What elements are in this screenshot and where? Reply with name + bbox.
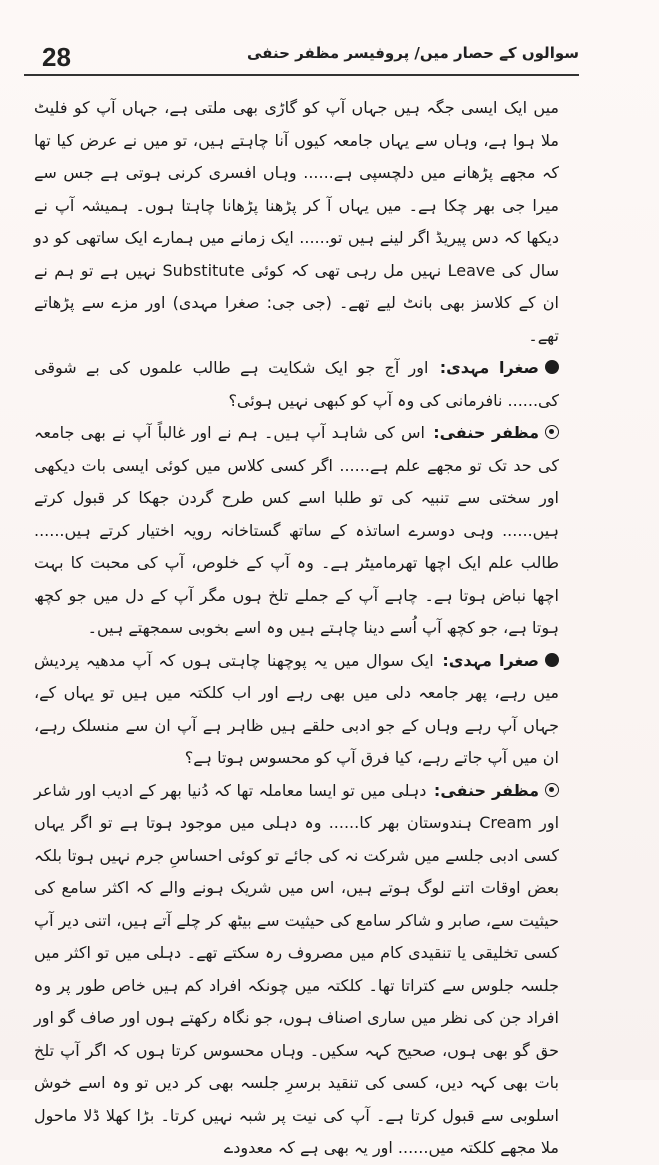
- speaker-name: صغرا مہدی:: [442, 650, 539, 670]
- question-marker-icon: [545, 653, 559, 667]
- answer-marker-icon: [545, 425, 559, 439]
- page-header: [24, 44, 579, 76]
- page-body: [34, 92, 559, 1165]
- paragraph-text: میں ایک ایسی جگہ ہیں جہاں آپ کو گاڑی بھی ملتی ہے، جہاں آپ کو فلیٹ ملا ہوا ہے، وہاں سے یہاں جامعہ کیوں آنا چاہتے ہیں، تو میں نے عرض کیا تھا کہ مجھے پڑھانے میں دلچسپی ہے...... وہاں افسری کرنی ہوتی ہے جس سے میرا جی بھر چکا ہے۔ میں یہاں آ کر پڑھنا پڑھانا چاہتا ہوں۔ ہمیشہ آپ نے دیکھا کہ دس پیریڈ اگر لینے ہیں تو...... ایک زمانے میں ہمارے ایک ساتھی کو دو سال کی Leave نہیں مل رہی تھی کہ کوئی Substitute نہیں ہے تو ہم نے ان کے کلاسز بھی بانٹ لیے تھے۔ (جی جی: صغرا مہدی) اور مزے سے پڑھاتے تھے۔: [34, 98, 559, 345]
- running-title: سوالوں کے حصار میں/ پروفیسر مظفر حنفی: [247, 44, 579, 62]
- paragraph-text: دہلی میں تو ایسا معاملہ تھا کہ دُنیا بھر کے ادیب اور شاعر اور Cream ہندوستان بھر کا...... وہ دہلی میں موجود ہوتا ہے تو اگر یہاں کسی ادبی جلسے میں شرکت نہ کی جائے تو کوئی احساسِ جرم نہیں ہوتا بلکہ بعض اوقات اتنے لوگ ہوتے ہیں، اس میں شریک ہونے والے کہ اکثر سامع کی حیثیت سے، صابر و شاکر سامع کی حیثیت سے بیٹھ کر چلے آتے ہیں، اتنی دیر آپ کسی تخلیقی یا تنقیدی کام میں مصروف رہ سکتے تھے۔ دہلی میں تو اکثر میں جلسہ جلوس سے کتراتا تھا۔ کلکتہ میں چونکہ افراد کم ہیں خاص طور پر وہ افراد جن کی نظر میں ساری اصناف ہوں، جو نگاہ رکھتے ہوں اور صاف گو اور حق گو بھی ہوں، صحیح کہہ سکیں۔ وہاں محسوس کرتا ہوں کہ اگر آپ تلخ بات بھی کہہ دیں، کسی کی تنقید برسرِ جلسہ بھی کر دیں تو وہ اسے خوش اسلوبی سے قبول کرتا ہے۔ آپ کی نیت پر شبہ نہیں کرتا۔ بڑا کھلا ڈلا ماحول ملا مجھے کلکتہ میں...... اور یہ بھی ہے کہ معدودے: [34, 780, 560, 1157]
- answer-marker-icon: [545, 783, 559, 797]
- speaker-name: مظفر حنفی:: [433, 423, 539, 442]
- question-paragraph: [34, 352, 559, 417]
- body-paragraph: [34, 92, 559, 352]
- speaker-name: صغرا مہدی:: [439, 358, 539, 377]
- paragraph-text: اس کی شاہد آپ ہیں۔ ہم نے اور غالباً آپ نے بھی جامعہ کی حد تک تو مجھے علم ہے...... اگر کسی کلاس میں کوئی ایسی بات دیکھی اور سختی سے تنبیہ کی تو طلبا اسے کس طرح گردن جھکا کر قبول کرتے ہیں...... وہی دوسرے اساتذہ کے ساتھ گستاخانہ رویہ اختیار کرتے ہیں...... طالب علم ایک اچھا تھرمامیٹر ہے۔ وہ آپ کے خلوص، آپ کی محبت کا بہت اچھا نباض ہوتا ہے۔ چاہے آپ کے جملے تلخ ہوں مگر آپ کے دل میں جو کچھ ہوتا ہے، جو کچھ آپ اُسے دینا چاہتے ہیں وہ اسے بخوبی سمجھتے ہیں۔: [34, 423, 559, 637]
- speaker-name: مظفر حنفی:: [433, 780, 540, 800]
- question-paragraph: [34, 645, 559, 775]
- answer-paragraph: [34, 775, 559, 1165]
- answer-paragraph: [34, 417, 559, 645]
- page-number: 28: [42, 42, 71, 72]
- paragraph-text: اور آج جو ایک شکایت ہے طالب علموں کی بے شوقی کی...... نافرمانی کی وہ آپ کو کبھی نہیں ہوئی؟: [34, 358, 559, 410]
- paragraph-text: ایک سوال میں یہ پوچھنا چاہتی ہوں کہ آپ مدھیہ پردیش میں رہے، پھر جامعہ دلی میں بھی رہے اور اب کلکتہ میں ہیں تو یہاں کے، جہاں آپ رہے وہاں کے جو ادبی حلقے ہیں ظاہر ہے آپ ان سے منسلک رہے، ان میں آپ جاتے رہے، کیا فرق آپ کو محسوس ہوتا ہے؟: [34, 650, 559, 767]
- question-marker-icon: [545, 360, 559, 374]
